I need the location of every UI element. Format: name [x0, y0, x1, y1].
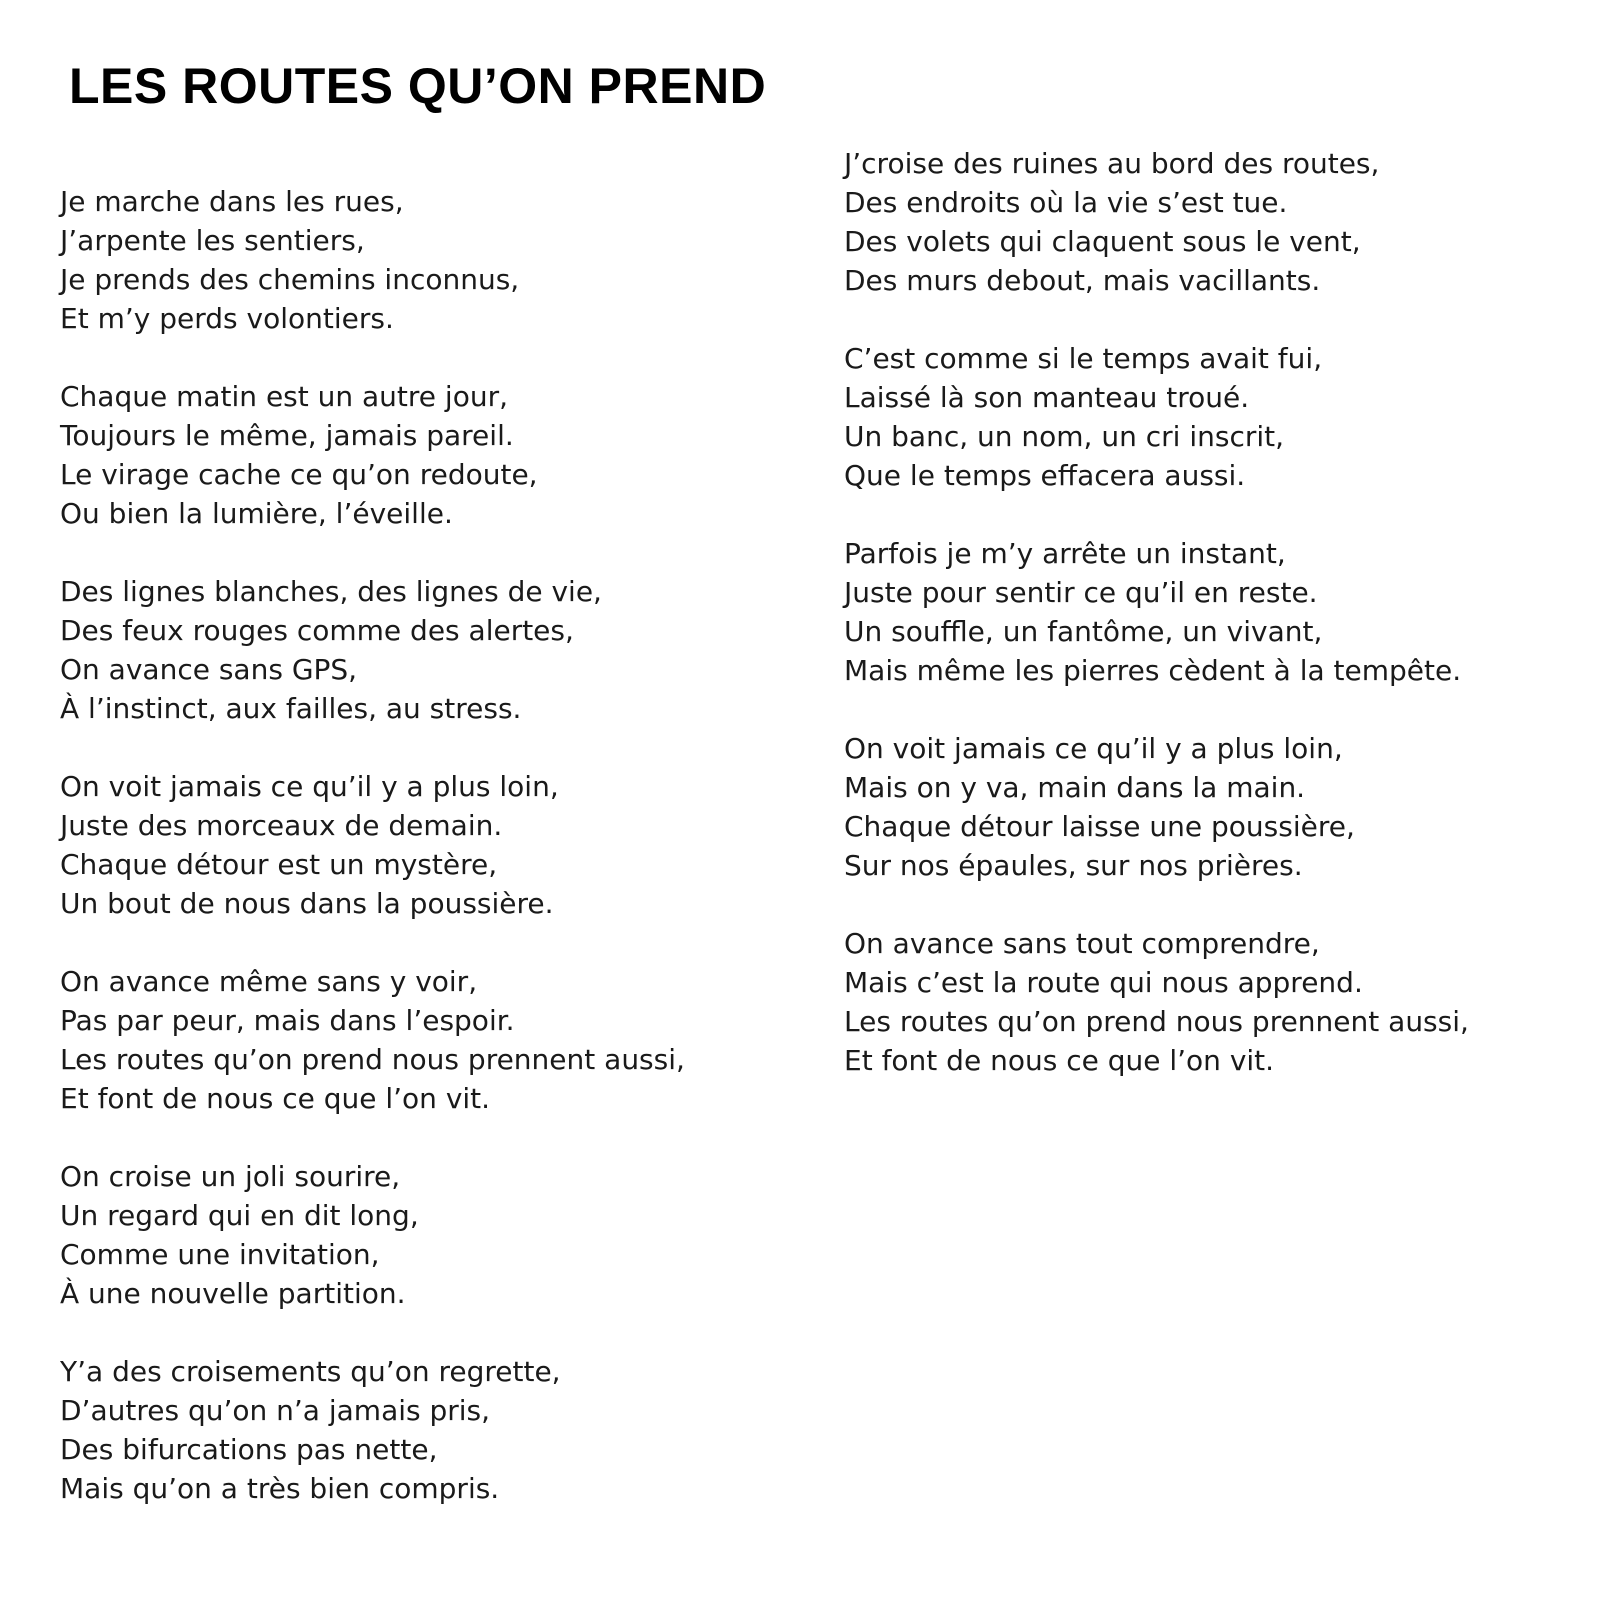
poem-line: Des volets qui claquent sous le vent, — [844, 225, 1361, 258]
poem-line: Des lignes blanches, des lignes de vie, — [60, 575, 602, 608]
poem-line: Les routes qu’on prend nous prennent aussi, — [844, 1005, 1469, 1038]
poem-line: Pas par peur, mais dans l’espoir. — [60, 1004, 515, 1037]
poem-line: À l’instinct, aux failles, au stress. — [60, 692, 522, 725]
poem-line: Laissé là son manteau troué. — [844, 381, 1250, 414]
poem-line: Je prends des chemins inconnus, — [60, 263, 520, 296]
poem-line: Mais c’est la route qui nous apprend. — [844, 966, 1363, 999]
poem-line: Chaque matin est un autre jour, — [60, 380, 508, 413]
poem-line: Des murs debout, mais vacillants. — [844, 264, 1321, 297]
poem-line: On avance sans tout comprendre, — [844, 927, 1320, 960]
poem-line: Un banc, un nom, un cri inscrit, — [844, 420, 1285, 453]
poem-line: Toujours le même, jamais pareil. — [60, 419, 514, 452]
poem-line: J’croise des ruines au bord des routes, — [844, 147, 1380, 180]
poem-line: Et font de nous ce que l’on vit. — [60, 1082, 491, 1115]
stanza — [844, 339, 1564, 495]
poem-line: Des endroits où la vie s’est tue. — [844, 186, 1288, 219]
poem-line: Un bout de nous dans la poussière. — [60, 887, 554, 920]
stanza — [60, 767, 780, 923]
poem-line: À une nouvelle partition. — [60, 1277, 406, 1310]
poem-line: On voit jamais ce qu’il y a plus loin, — [60, 770, 559, 803]
poem-line: Et m’y perds volontiers. — [60, 302, 394, 335]
poem-line: Chaque détour laisse une poussière, — [844, 810, 1355, 843]
poem-line: Les routes qu’on prend nous prennent aussi, — [60, 1043, 685, 1076]
poem-line: On croise un joli sourire, — [60, 1160, 401, 1193]
poem-line: Chaque détour est un mystère, — [60, 848, 498, 881]
poem-line: Le virage cache ce qu’on redoute, — [60, 458, 538, 491]
left-column — [60, 182, 780, 1547]
stanza — [60, 1157, 780, 1313]
poem-line: Des feux rouges comme des alertes, — [60, 614, 574, 647]
poem-line: On avance sans GPS, — [60, 653, 358, 686]
poem-line: J’arpente les sentiers, — [60, 224, 365, 257]
right-column — [844, 144, 1564, 1119]
stanza — [844, 924, 1564, 1080]
poem-line: C’est comme si le temps avait fui, — [844, 342, 1323, 375]
poem-line: On voit jamais ce qu’il y a plus loin, — [844, 732, 1343, 765]
poem-line: Que le temps effacera aussi. — [844, 459, 1246, 492]
poem-line: Juste pour sentir ce qu’il en reste. — [844, 576, 1318, 609]
stanza — [844, 534, 1564, 690]
stanza — [60, 1352, 780, 1508]
stanza — [60, 182, 780, 338]
stanza — [60, 572, 780, 728]
poem-line: Mais qu’on a très bien compris. — [60, 1472, 500, 1505]
stanza — [60, 962, 780, 1118]
poem-line: D’autres qu’on n’a jamais pris, — [60, 1394, 491, 1427]
poem-line: Sur nos épaules, sur nos prières. — [844, 849, 1303, 882]
poem-line: On avance même sans y voir, — [60, 965, 478, 998]
stanza — [844, 729, 1564, 885]
poem-line: Ou bien la lumière, l’éveille. — [60, 497, 453, 530]
poem-title: LES ROUTES QU’ON PREND — [69, 58, 767, 114]
poem-line: Y’a des croisements qu’on regrette, — [60, 1355, 561, 1388]
poem-line: Mais on y va, main dans la main. — [844, 771, 1306, 804]
stanza — [844, 144, 1564, 300]
poem-line: Juste des morceaux de demain. — [60, 809, 503, 842]
poem-line: Et font de nous ce que l’on vit. — [844, 1044, 1275, 1077]
stanza — [60, 377, 780, 533]
poem-line: Un regard qui en dit long, — [60, 1199, 419, 1232]
poem-line: Parfois je m’y arrête un instant, — [844, 537, 1286, 570]
poem-line: Je marche dans les rues, — [60, 185, 404, 218]
poem-line: Des bifurcations pas nette, — [60, 1433, 438, 1466]
poem-line: Mais même les pierres cèdent à la tempête. — [844, 654, 1462, 687]
poem-line: Comme une invitation, — [60, 1238, 380, 1271]
poem-line: Un souffle, un fantôme, un vivant, — [844, 615, 1323, 648]
